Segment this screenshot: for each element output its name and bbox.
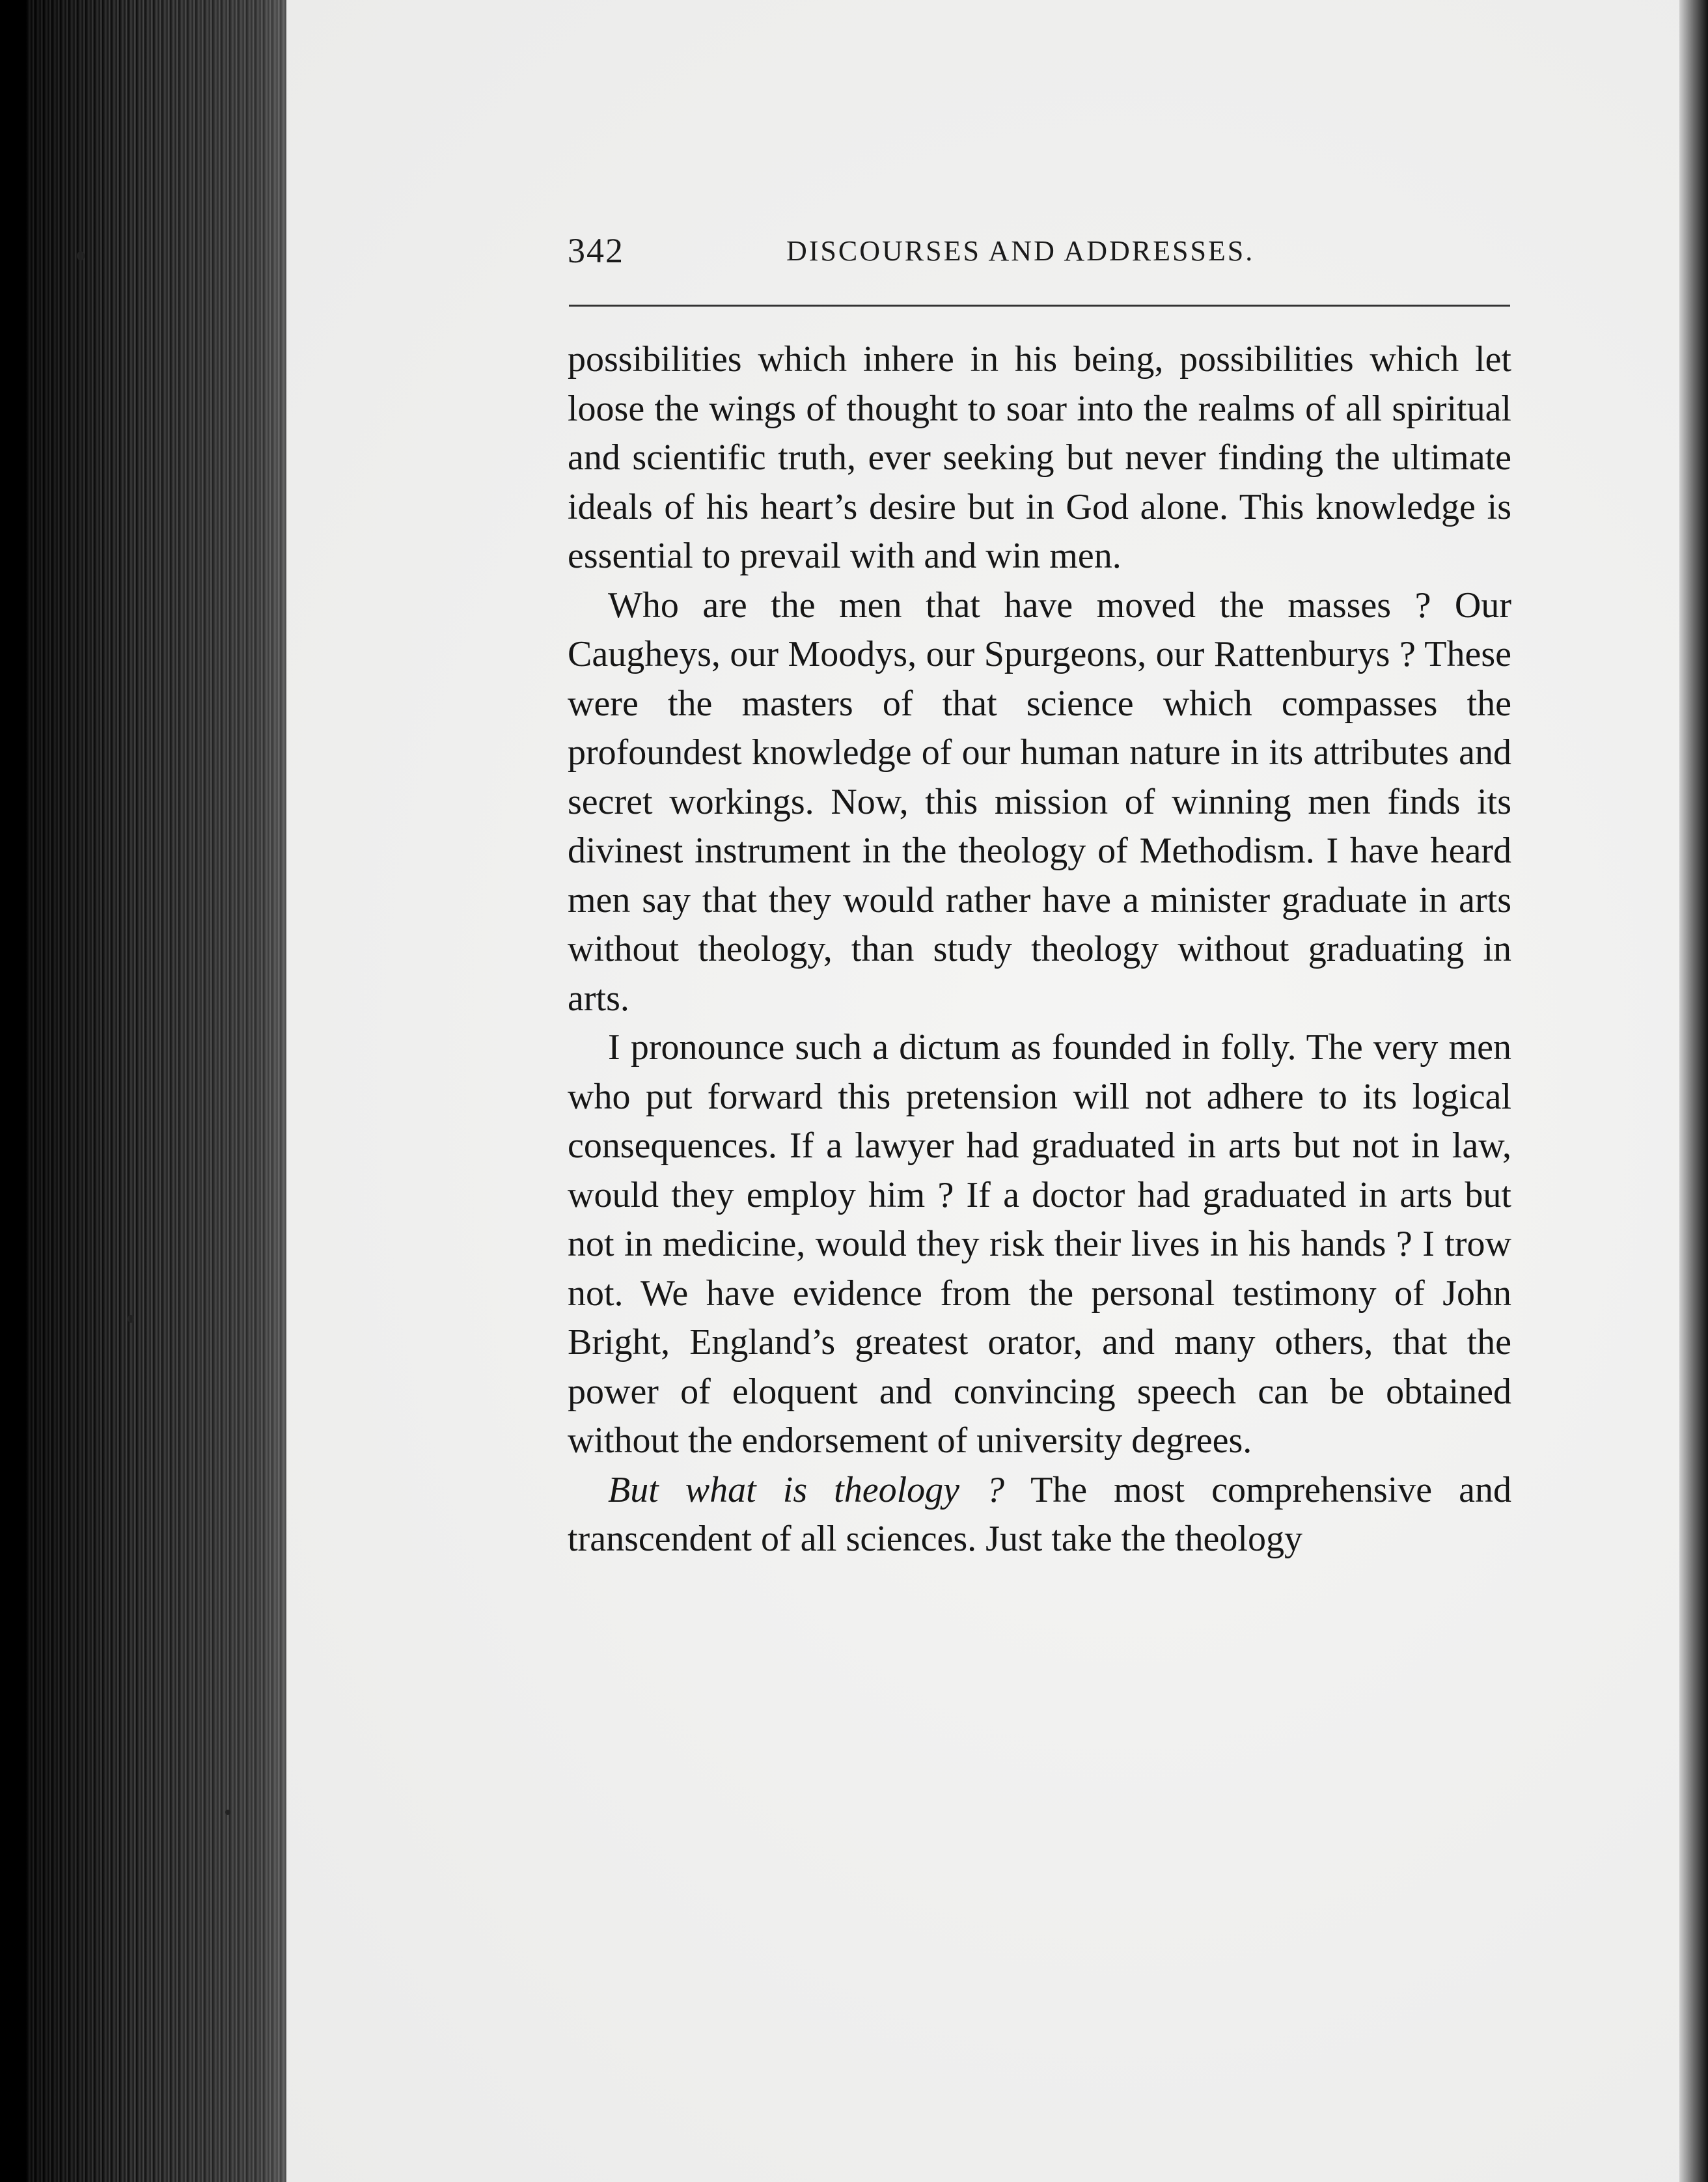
paragraph-1: possibilities which inhere in his being, possibilities which let loose the wings of thought to soar into the realms of all spiritual and scientific truth, ever seeking but never finding the ultimate ideals of his heart’s desire but in God alone. This knowledge is essential to prevail with and win men. <box>568 339 1511 576</box>
header-rule <box>569 305 1510 307</box>
page-right-edge <box>1679 0 1708 2182</box>
paragraph-4-text: The most comprehensive and transcendent of all sciences. Just take the theology <box>568 1469 1511 1559</box>
page-header <box>568 230 1511 276</box>
scan-speck <box>77 251 85 260</box>
italic-lead: But what is theology ? <box>608 1469 1005 1510</box>
paragraph-3: I pronounce such a dictum as founded in folly. The very men who put forward this pretension will not adhere to its logical consequences. If a lawyer had graduated in arts but not in law, would they employ him ? If a doctor had graduated in arts but not in medicine, would they risk their lives in his hands ? I trow not. We have evidence from the personal testimony of John Bright, England’s greatest orator, and many others, that the power of eloquent and convincing speech can be obtained without the endorsement of university degrees. <box>568 1027 1511 1461</box>
book-fore-edge <box>26 0 299 2182</box>
running-head: DISCOURSES AND ADDRESSES. <box>786 235 1255 267</box>
page-number: 342 <box>568 231 624 270</box>
paragraph-2: Who are the men that have moved the masses ? Our Caugheys, our Moodys, our Spurgeons, our Rattenburys ? These were the masters of that science which compasses the profoundest knowledge of our human nature in its attributes and secret workings. Now, this mission of winning men finds its divinest instrument in the theology of Methodism. I have heard men say that they would rather have a minister graduate in arts without theology, than study theology without graduating in arts. <box>568 585 1511 1019</box>
body-text <box>568 335 1511 1564</box>
paragraph-4 <box>568 1466 1511 1564</box>
scan-speck <box>128 1315 134 1323</box>
scan-speck <box>225 1810 230 1815</box>
